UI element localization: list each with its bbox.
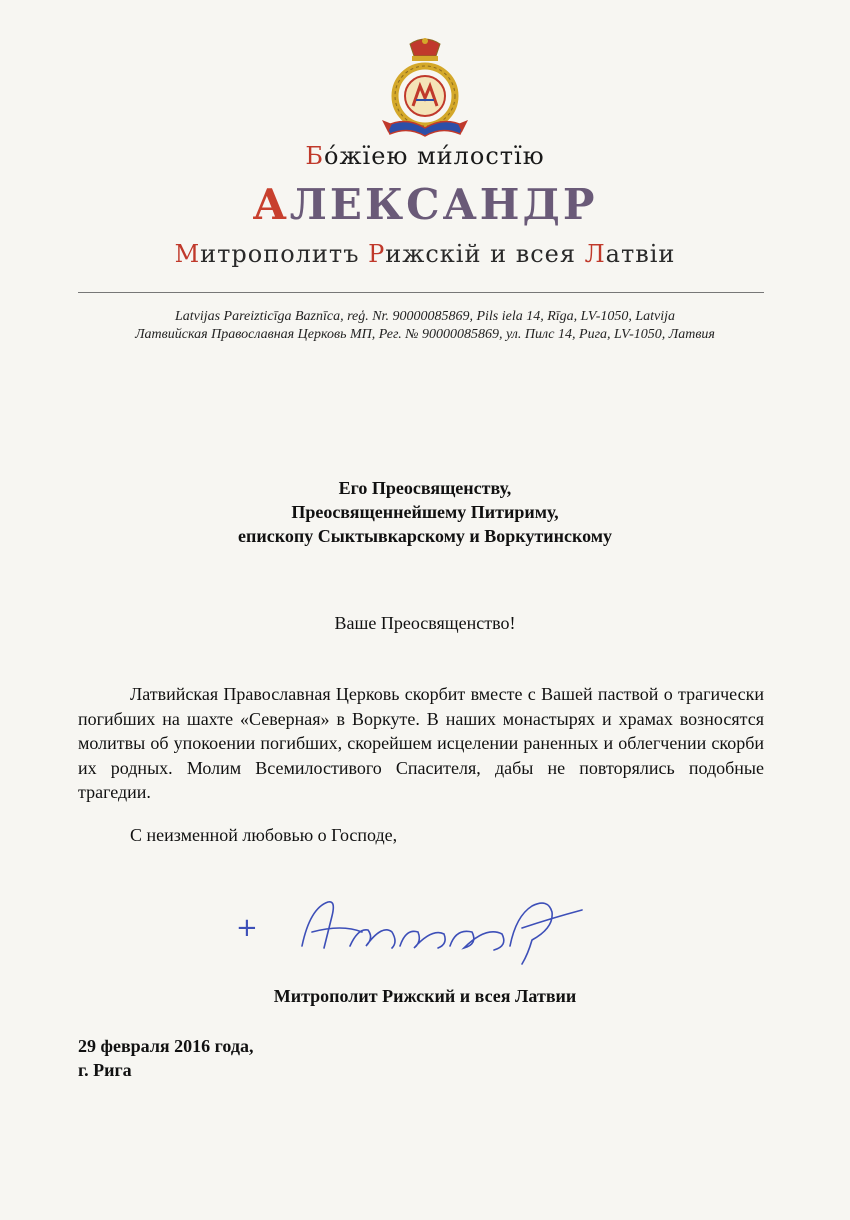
title-initial-3: Л <box>584 240 606 268</box>
addressee-line-1: Его Преосвященству, <box>338 478 512 498</box>
title-initial-2: Р <box>368 240 386 268</box>
registration-latvian: Latvijas Pareizticīga Baznīca, reģ. Nr. 90000085869, Pils iela 14, Rīga, LV-1050, Latvija <box>174 309 676 324</box>
title-text-2: ижскiй и всея <box>385 240 585 268</box>
registration-russian: Латвийская Православная Церковь МП, Рег. № 90000085869, ул. Пилс 14, Рига, LV-1050, Латвия <box>135 327 715 342</box>
header-title <box>0 240 850 268</box>
metropolitan-coat-of-arms-icon <box>376 36 474 142</box>
header-name <box>0 180 850 229</box>
signer-title: Митрополит Рижский и всея Латвии <box>273 986 577 1006</box>
addressee-block <box>0 476 850 548</box>
salutation: Ваше Преосвященство! <box>334 613 516 633</box>
header-by-gods-grace <box>0 142 850 170</box>
title-text-1: итрополитъ <box>200 240 369 268</box>
addressee-line-3: епископу Сыктывкарскому и Воркутинскому <box>237 526 613 546</box>
closing-phrase: С неизменной любовью о Господе, <box>130 825 398 845</box>
addressee-line-2: Преосвященнейшему Питириму, <box>291 502 559 522</box>
title-initial-1: М <box>174 240 201 268</box>
grace-text: о́жїею ми́лостїю <box>324 142 545 170</box>
handwritten-signature <box>232 888 602 968</box>
header-divider <box>78 292 764 293</box>
date-place <box>78 1034 253 1082</box>
letter-date: 29 февраля 2016 года, <box>78 1036 254 1056</box>
title-text-3: атвiи <box>605 240 676 268</box>
letter-body: Латвийская Православная Церковь скорбит вместе с Вашей паствой о трагически погибших на шахте «Северная» в Воркуте. В наших монастырях и храмах возносятся молитвы об упокоении погибших, скорейшем исцелении раненных и облегчении скорби их родных. Молим Всемилостивого Спасителя, дабы не повторялись подобные трагедии. <box>78 684 764 802</box>
letter-place: г. Рига <box>78 1060 132 1080</box>
grace-initial: Б <box>305 142 325 170</box>
name-initial: А <box>252 180 290 229</box>
signature-cross: + <box>236 913 258 943</box>
name-text: ЛЕКСАНДР <box>289 180 598 229</box>
